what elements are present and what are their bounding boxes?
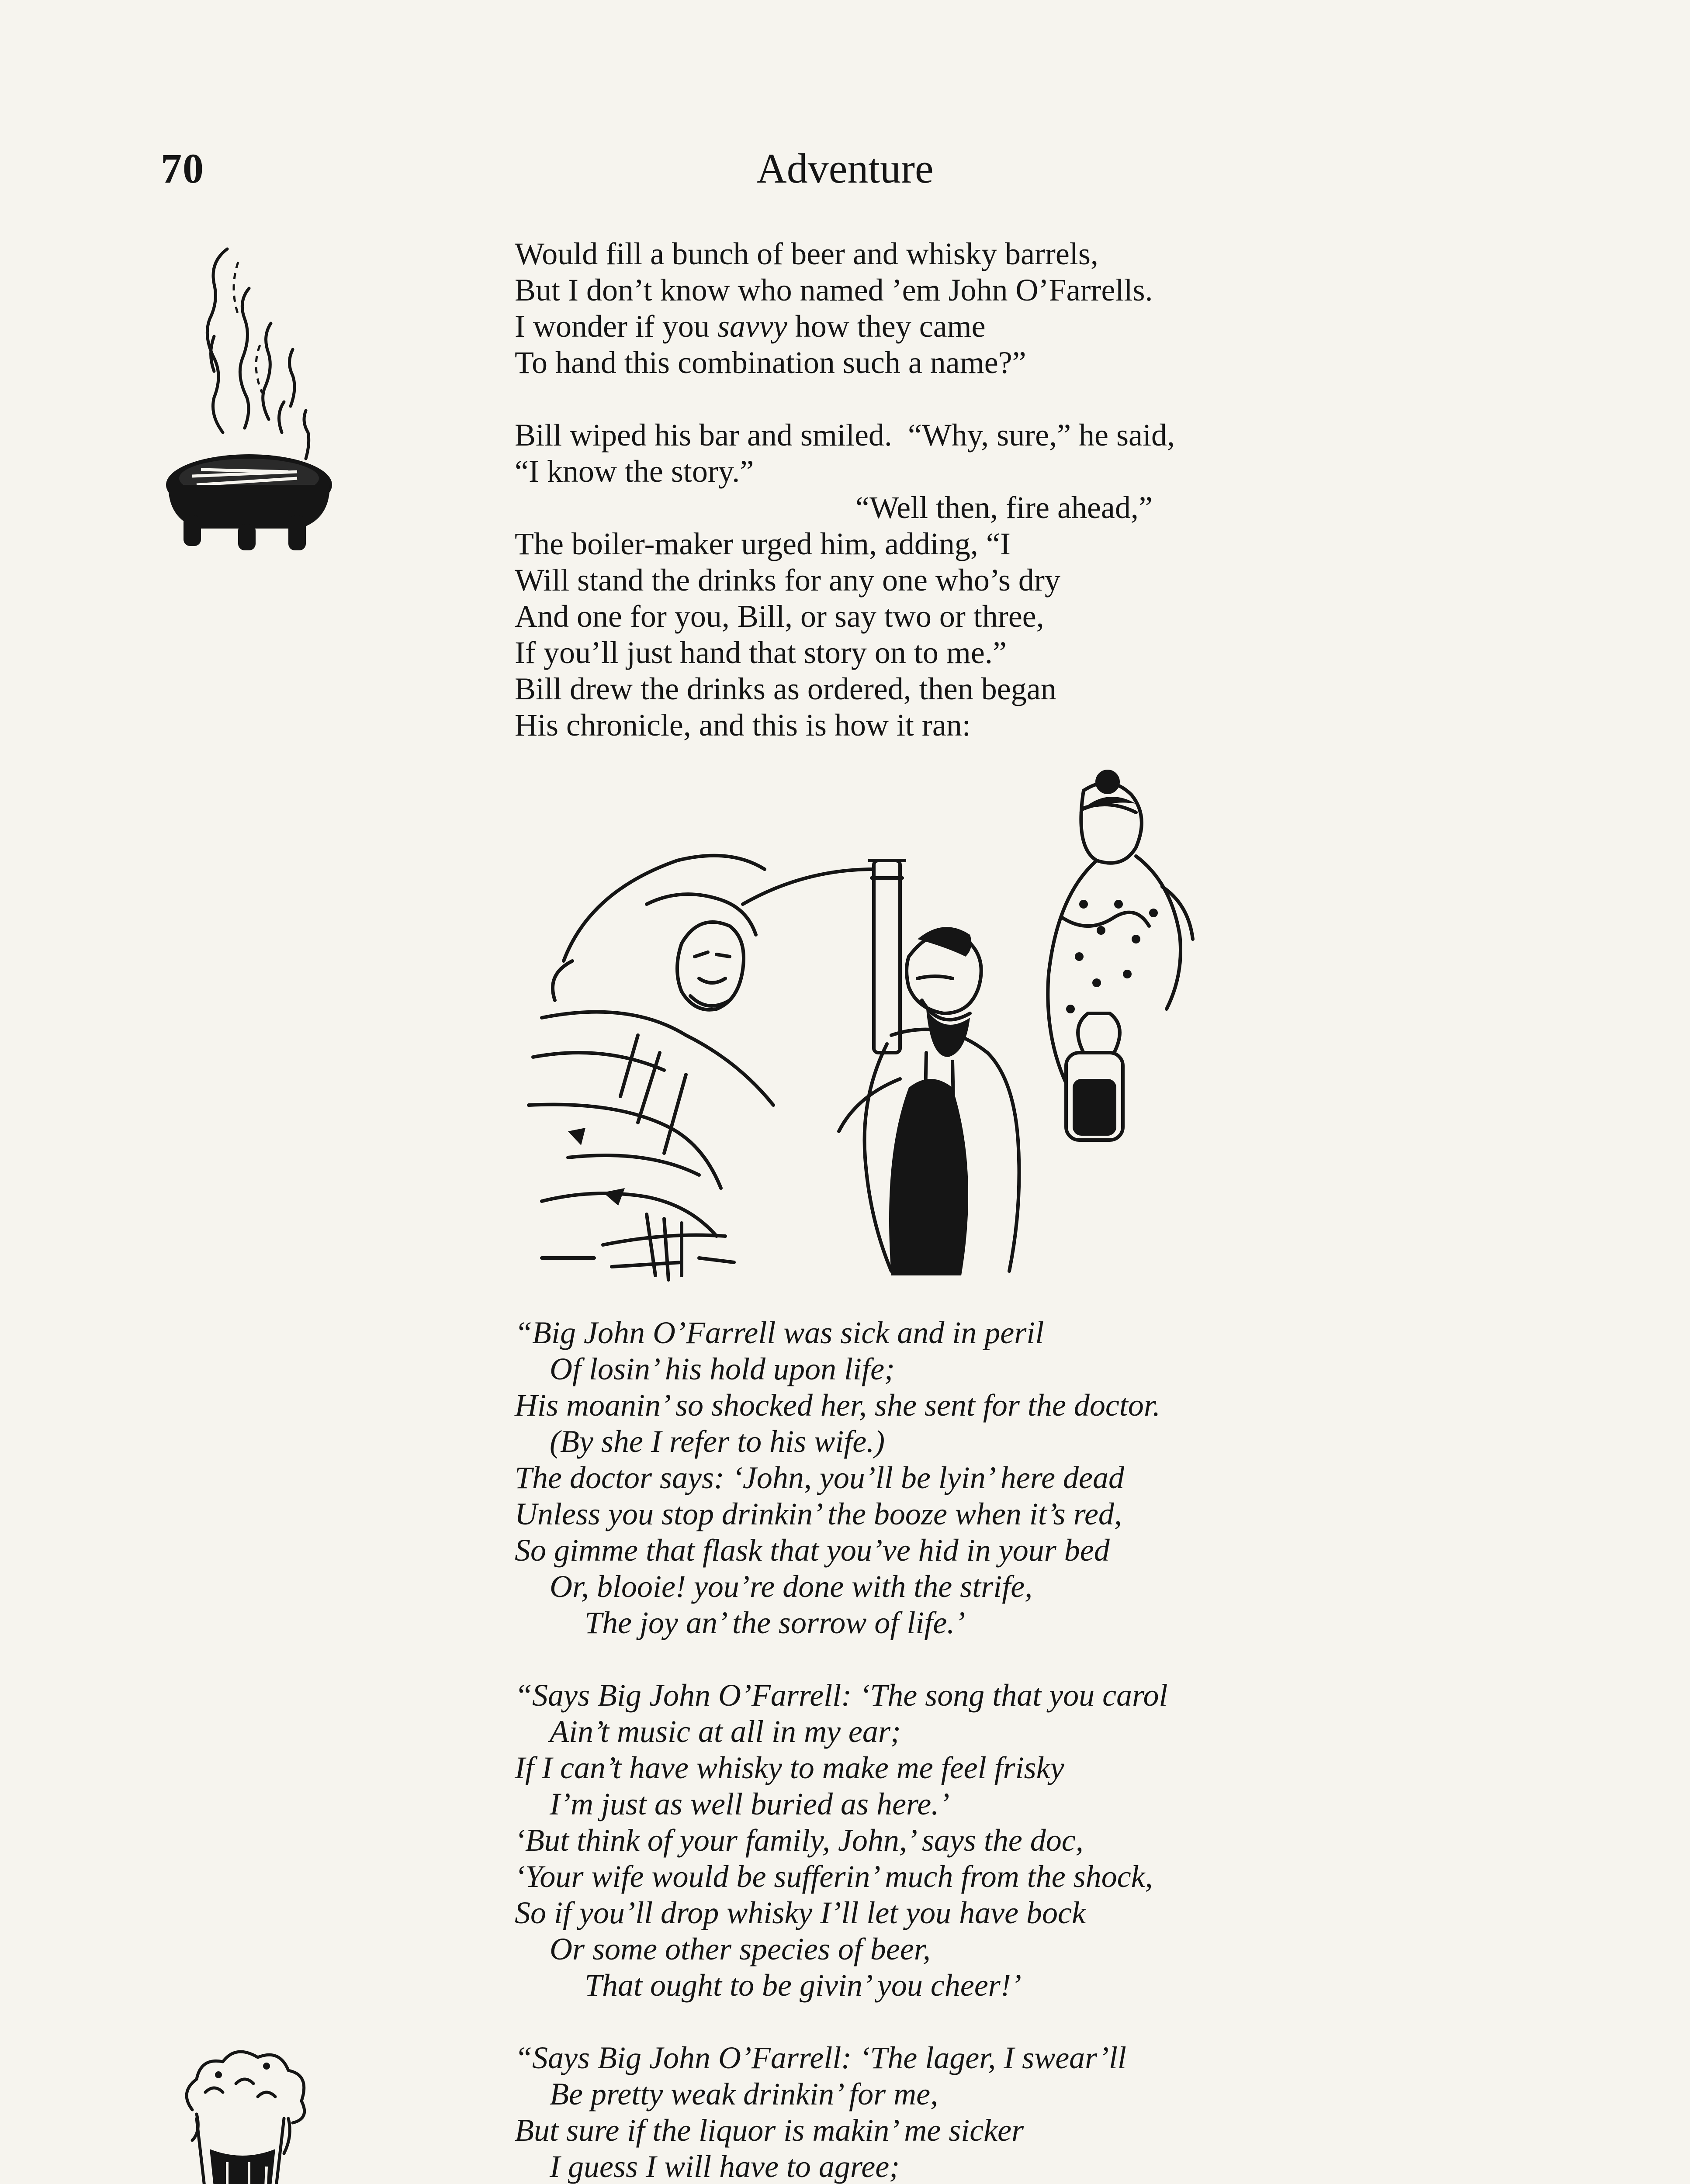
verse-line: The joy an’ the sorrow of life.’ [585, 1605, 966, 1640]
steaming-pot-icon [162, 236, 336, 577]
verse-line: I guess I will have to agree; [550, 2149, 900, 2184]
verse-line: I’m just as well buried as here.’ [550, 1787, 950, 1821]
verse-line: But I don’t know who named ’em John O’Farrells. [515, 273, 1153, 308]
verse-line: So gimme that flask that you’ve hid in your bed [515, 1533, 1110, 1568]
verse-line: His chronicle, and this is how it ran: [515, 708, 971, 743]
page-number: 70 [161, 145, 204, 192]
verse-line: If I can’t have whisky to make me feel frisky [515, 1750, 1064, 1785]
sickbed-scene-illustration [516, 773, 1250, 1297]
verse-line: Unless you stop drinkin’ the booze when it’s red, [515, 1496, 1122, 1531]
verse-line: “I know the story.” [515, 454, 754, 489]
verse-line: Or, blooie! you’re done with the strife, [550, 1569, 1033, 1604]
verse-fragment: how they came [787, 309, 986, 344]
verse-line: “Well then, fire ahead,” [855, 490, 1153, 525]
verse-line: But sure if the liquor is makin’ me sicker [515, 2113, 1024, 2148]
verse-line: (By she I refer to his wife.) [550, 1424, 885, 1459]
verse-line: His moanin’ so shocked her, she sent for the doctor. [515, 1388, 1160, 1423]
verse-line: To hand this combination such a name?” [515, 345, 1026, 380]
beer-stein-icon [166, 2049, 350, 2184]
verse-line: And one for you, Bill, or say two or three, [515, 599, 1044, 634]
verse-fragment: I wonder if you [515, 309, 717, 344]
verse-line: Will stand the drinks for any one who’s dry [515, 563, 1060, 598]
verse-line: Would fill a bunch of beer and whisky barrels, [515, 236, 1098, 271]
running-title: Adventure [756, 145, 934, 192]
poem-stanza-2 [515, 1677, 1563, 2004]
verse-line: ‘But think of your family, John,’ says the doc, [515, 1823, 1084, 1858]
intro-stanza-1 [515, 236, 1563, 381]
verse-line: “Says Big John O’Farrell: ‘The song that you carol [515, 1678, 1168, 1713]
emphasized-word: savvy [717, 309, 787, 344]
poem-stanza-1 [515, 1315, 1563, 1641]
verse-line: “Says Big John O’Farrell: ‘The lager, I swear’ll [515, 2040, 1126, 2075]
verse-line: Bill wiped his bar and smiled. “Why, sure,” he said, [515, 418, 1175, 453]
verse-line [515, 308, 1563, 345]
verse-line: If you’ll just hand that story on to me.” [515, 635, 1007, 670]
verse-line: Of losin’ his hold upon life; [550, 1351, 895, 1386]
verse-line: Be pretty weak drinkin’ for me, [550, 2077, 939, 2111]
poem-verses [515, 1315, 1563, 2184]
verse-line: Ain’t music at all in my ear; [550, 1714, 901, 1749]
poem-stanza-3 [515, 2040, 1563, 2184]
verse-line: Bill drew the drinks as ordered, then began [515, 671, 1056, 706]
verse-line: That ought to be givin’ you cheer!’ [585, 1968, 1022, 2003]
verse-line: Or some other species of beer, [550, 1932, 931, 1966]
verse-line: So if you’ll drop whisky I’ll let you have bock [515, 1895, 1086, 1930]
verse-line: The boiler-maker urged him, adding, “I [515, 526, 1011, 561]
verse-line: The doctor says: ‘John, you’ll be lyin’ here dead [515, 1460, 1124, 1495]
intro-stanza-2 [515, 417, 1563, 743]
intro-verses [515, 236, 1563, 780]
verse-line: ‘Your wife would be sufferin’ much from the shock, [515, 1859, 1153, 1894]
verse-line: “Big John O’Farrell was sick and in peril [515, 1315, 1044, 1350]
